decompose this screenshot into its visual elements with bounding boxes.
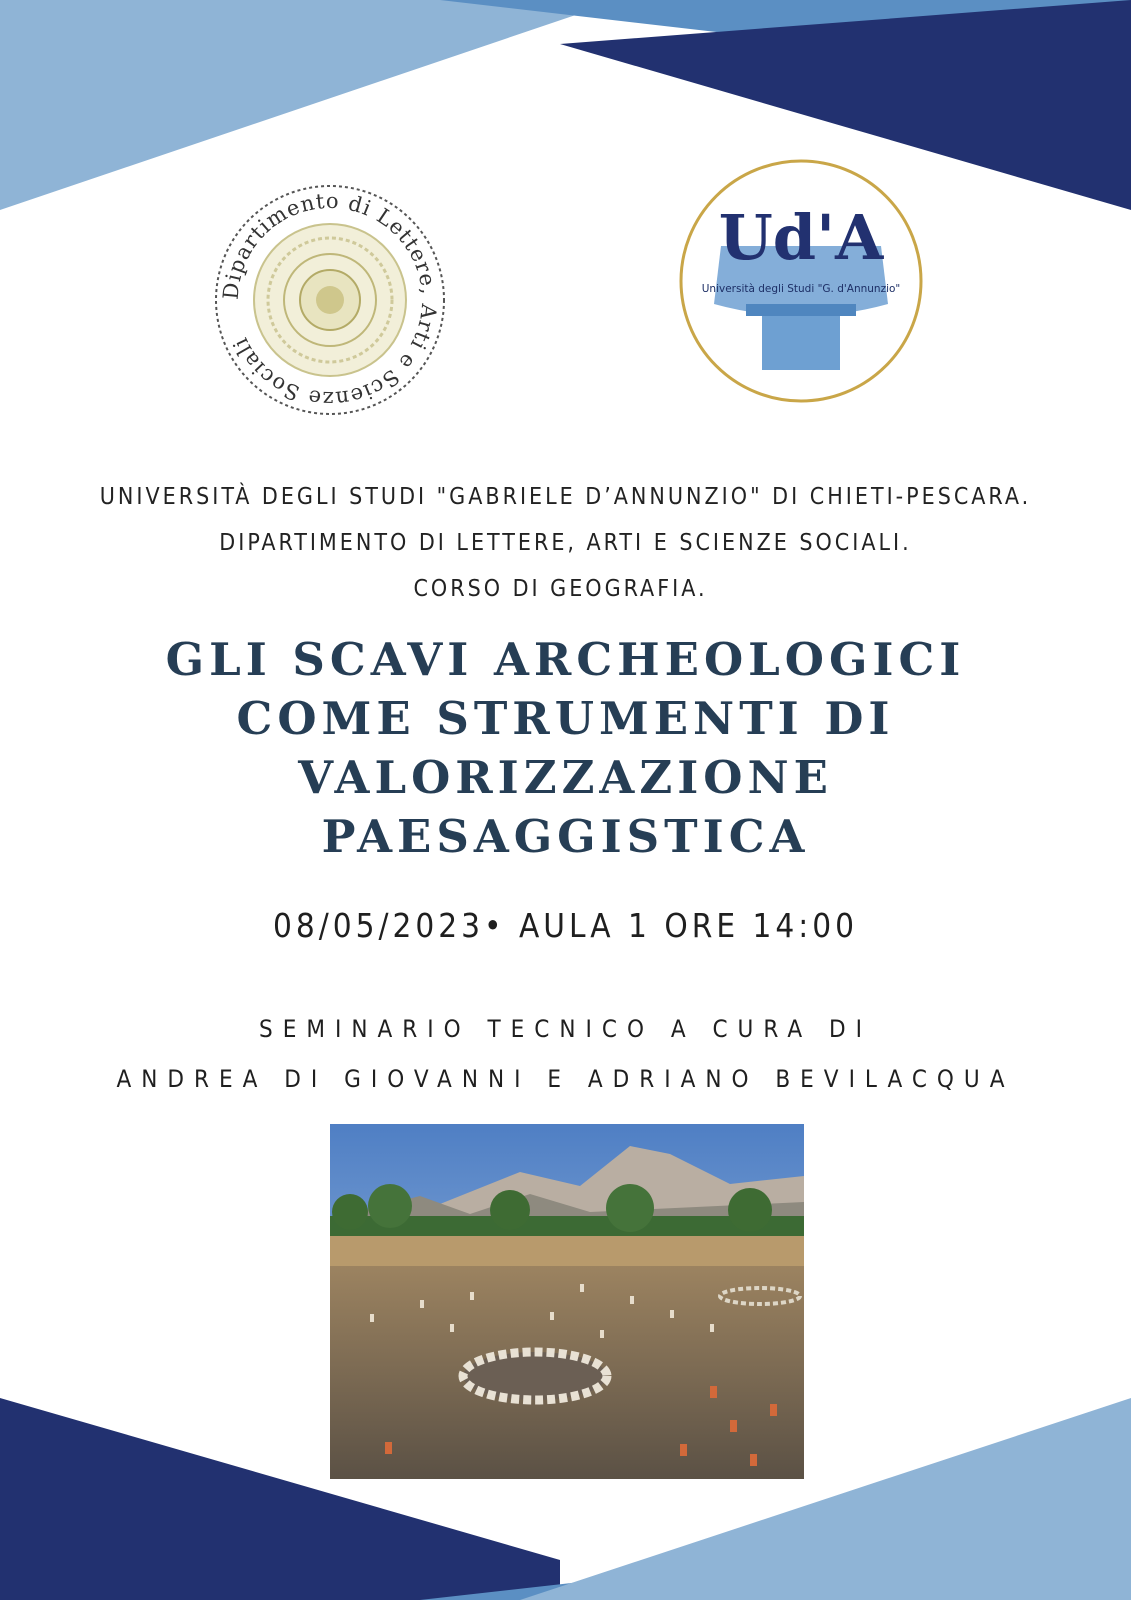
speakers-block — [0, 1004, 1131, 1104]
seminar-title — [0, 630, 1131, 866]
institution-header — [0, 474, 1131, 612]
title-line-1: GLI SCAVI ARCHEOLOGICI — [165, 633, 966, 686]
svg-text:Ud'A: Ud'A — [718, 201, 884, 274]
top-light-triangle — [0, 0, 620, 210]
title-line-4: PAESAGGISTICA — [321, 810, 810, 863]
speaker-names: ANDREA DI GIOVANNI E ADRIANO BEVILACQUA — [116, 1065, 1015, 1093]
course-name: CORSO DI GEOGRAFIA. — [413, 576, 708, 602]
university-logo-icon — [676, 156, 926, 406]
university-name: UNIVERSITÀ DEGLI STUDI "GABRIELE D’ANNUNZIO" DI CHIETI-PESCARA. — [99, 484, 1032, 510]
department-name: DIPARTIMENTO DI LETTERE, ARTI E SCIENZE SOCIALI. — [219, 530, 912, 556]
university-logo — [676, 156, 926, 406]
title-line-3: VALORIZZAZIONE — [298, 751, 833, 804]
title-line-2: COME STRUMENTI DI — [236, 692, 895, 745]
department-seal-logo — [210, 180, 450, 420]
department-seal-icon — [210, 180, 450, 420]
svg-text:Dipartimento di Lettere, Arti: Dipartimento di Lettere, Arti e Scienze Sociali — [218, 188, 442, 412]
event-details: 08/05/2023• AULA 1 ORE 14:00 — [272, 906, 859, 945]
svg-text:Università degli Studi "G. d'A: Università degli Studi "G. d'Annunzio" — [701, 283, 901, 295]
excavation-photo-icon — [330, 1124, 804, 1479]
excavation-photo — [330, 1124, 804, 1479]
seminar-subtitle: SEMINARIO TECNICO A CURA DI — [259, 1015, 872, 1043]
